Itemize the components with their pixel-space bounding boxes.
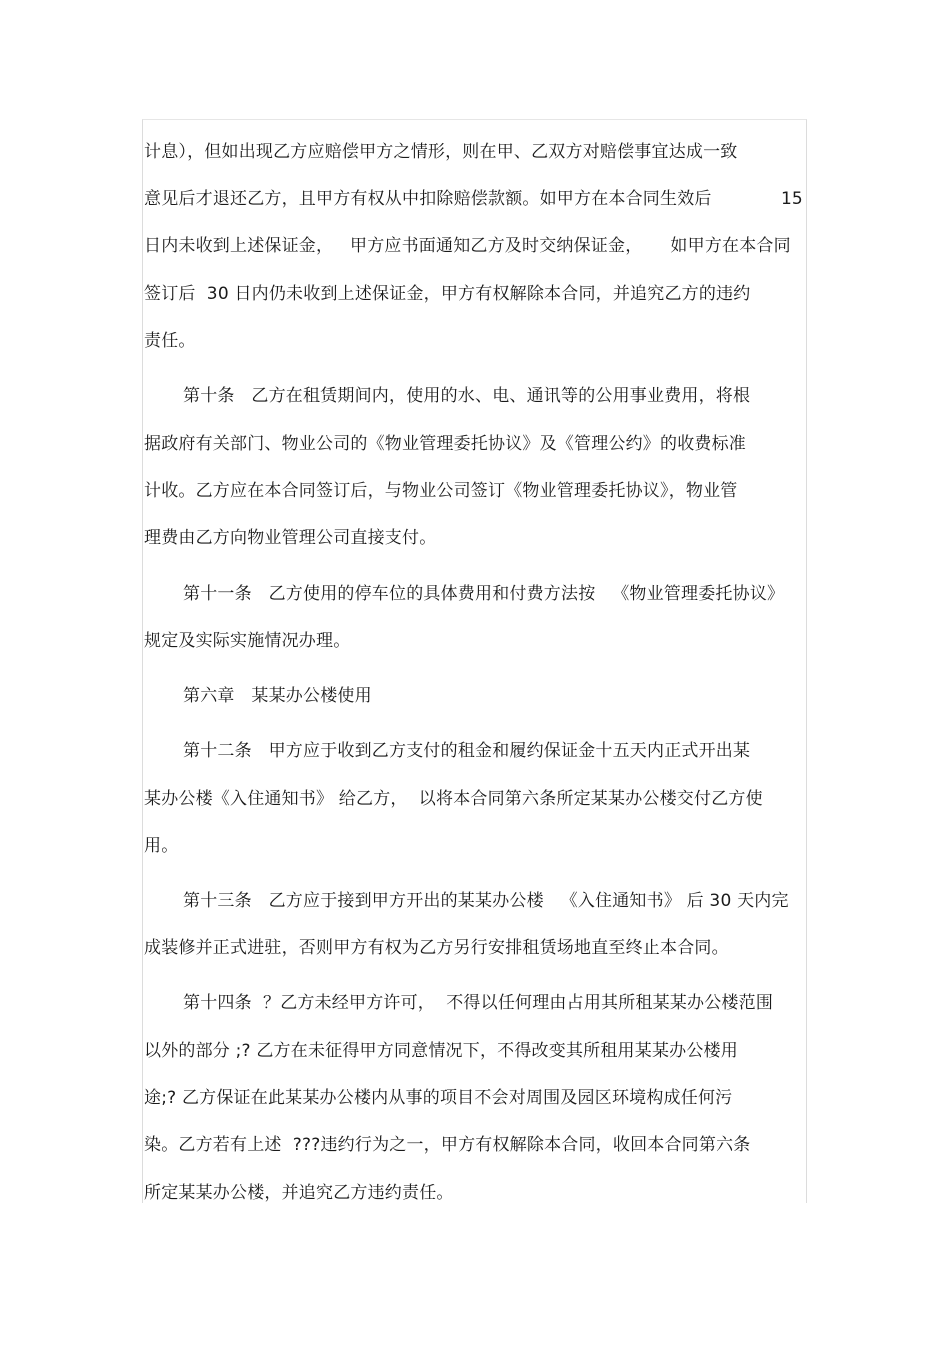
text-line: 据政府有关部门、物业公司的《物业管理委托协议》及《管理公约》的收费标准 xyxy=(144,434,746,454)
text-line: 计息），但如出现乙方应赔偿甲方之情形，则在甲、乙双方对赔偿事宜达成一致 xyxy=(144,142,738,162)
article-11-heading-line: 第十一条 乙方使用的停车位的具体费用和付费方法按 《物业管理委托协议》 xyxy=(183,584,785,604)
text-line: 责任。 xyxy=(144,331,196,351)
article-10-heading-line: 第十条 乙方在租赁期间内，使用的水、电、通讯等的公用事业费用，将根 xyxy=(183,386,751,406)
text-line: 以外的部分 ;? 乙方在未征得甲方同意情况下，不得改变其所租用某某办公楼用 xyxy=(144,1041,738,1061)
article-14-heading-line: 第十四条 ？乙方未经甲方许可， 不得以任何理由占用其所租某某办公楼范围 xyxy=(183,993,774,1013)
text-line: 染。乙方若有上述 ???违约行为之一，甲方有权解除本合同，收回本合同第六条 xyxy=(144,1135,751,1155)
article-12-heading-line: 第十二条 甲方应于收到乙方支付的租金和履约保证金十五天内正式开出某 xyxy=(183,741,751,761)
text-line: 计收。乙方应在本合同签订后，与物业公司签订《物业管理委托协议》，物业管 xyxy=(144,481,738,501)
inline-number: 15 xyxy=(781,189,803,209)
article-13-heading-line: 第十三条 乙方应于接到甲方开出的某某办公楼 《入住通知书》 后 30 天内完 xyxy=(183,891,789,911)
text-line: 规定及实际实施情况办理。 xyxy=(144,631,351,651)
text-line: 用。 xyxy=(144,836,179,856)
text-line: 某办公楼《入住通知书》 给乙方， 以将本合同第六条所定某某办公楼交付乙方使 xyxy=(144,789,763,809)
text-line: 成装修并正式进驻，否则甲方有权为乙方另行安排租赁场地直至终止本合同。 xyxy=(144,938,729,958)
text-line: 所定某某办公楼，并追究乙方违约责任。 xyxy=(144,1183,454,1203)
text-line: 途;? 乙方保证在此某某办公楼内从事的项目不会对周围及园区环境构成任何污 xyxy=(144,1088,733,1108)
text-line: 理费由乙方向物业管理公司直接支付。 xyxy=(144,528,437,548)
chapter-6-heading: 第六章 某某办公楼使用 xyxy=(183,686,372,706)
text-line: 日内未收到上述保证金， 甲方应书面通知乙方及时交纳保证金， 如甲方在本合同 xyxy=(144,236,791,256)
text-line: 签订后 30 日内仍未收到上述保证金，甲方有权解除本合同，并追究乙方的违约 xyxy=(144,284,751,304)
text-line: 意见后才退还乙方，且甲方有权从中扣除赔偿款额。如甲方在本合同生效后 xyxy=(144,189,712,209)
